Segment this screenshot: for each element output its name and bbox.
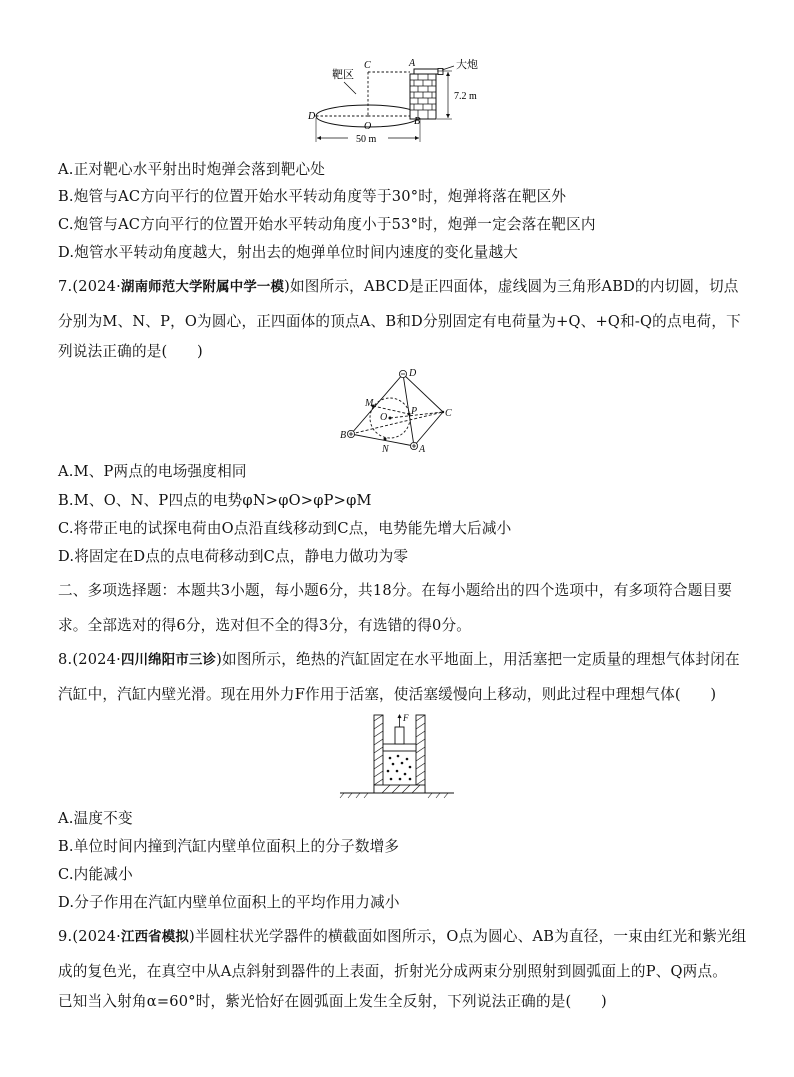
q9-stem-line3: 已知当入射角α=60°时，紫光恰好在圆弧面上发生全反射，下列说法正确的是( )	[58, 993, 607, 1010]
q7-stem-text1: )如图所示，ABCD是正四面体，虚线圆为三角形ABD的内切圆，切点	[284, 278, 739, 295]
edge-BC	[351, 412, 443, 434]
point-O: O	[364, 121, 372, 132]
label-A: A	[419, 444, 426, 455]
q8-stem-line2: 汽缸中，汽缸内壁光滑。现在用外力F作用于活塞，使活塞缓慢向上移动，则此过程中理想气体( )	[58, 686, 717, 703]
piston	[383, 744, 416, 751]
point-D: D	[308, 111, 316, 122]
q7-stem-line3: 列说法正确的是( )	[58, 343, 203, 360]
point-A: A	[409, 58, 416, 69]
q9-stem-line2: 成的复色光，在真空中从A点斜射到器件的上表面，折射光分成两束分别照射到圆弧面上的P、Q两点。	[58, 963, 728, 980]
section2-line1: 二、多项选择题：本题共3小题，每小题6分，共18分。在每小题给出的四个选项中，有多项符合题目要	[58, 582, 733, 599]
q7-stem-line2: 分别为M、N、P，O为圆心，正四面体的顶点A、B和D分别固定有电荷量为+Q、+Q和-Q的点电荷，下	[58, 313, 741, 330]
label-D: D	[409, 368, 417, 379]
label-cannon: 大炮	[456, 59, 478, 71]
label-B: B	[340, 430, 347, 441]
label-leader	[344, 82, 356, 94]
label-O: O	[380, 412, 388, 423]
edge-DB	[351, 374, 403, 434]
q6-option-a: A.正对靶心水平射出时炮弹会落到靶心处	[58, 161, 326, 178]
point-C: C	[364, 60, 371, 71]
label-M: M	[365, 398, 374, 409]
label-target-area: 靶区	[332, 69, 354, 81]
q8-stem-line1	[58, 648, 740, 669]
q6-option-b: B.炮管与AC方向平行的位置开始水平转动角度等于30°时，炮弹将落在靶区外	[58, 188, 567, 205]
label-P: P	[411, 406, 418, 417]
q9-prefix: 9.(2024·	[58, 928, 121, 945]
q7-stem-line1	[58, 275, 739, 296]
label-C: C	[445, 408, 452, 419]
cannon-leader	[442, 66, 454, 70]
q7-option-a: A.M、P两点的电场强度相同	[58, 463, 247, 480]
q8-option-a: A.温度不变	[58, 810, 133, 827]
q9-source: 江西省模拟	[121, 930, 189, 945]
q7-prefix: 7.(2024·	[58, 278, 121, 295]
q8-prefix: 8.(2024·	[58, 651, 121, 668]
q7-option-d: D.将固定在D点的点电荷移动到C点，静电力做功为零	[58, 548, 409, 565]
edge-AC	[414, 412, 443, 446]
q7-option-c: C.将带正电的试探电荷由O点沿直线移动到C点，电势能先增大后减小	[58, 520, 512, 537]
point-C-dot	[442, 411, 444, 413]
edge-DC	[403, 374, 443, 412]
gas-molecules	[387, 755, 412, 781]
label-N: N	[382, 444, 389, 455]
label-height: 7.2 m	[454, 91, 477, 102]
q8-option-c: C.内能减小	[58, 866, 133, 883]
segment-MP	[373, 406, 409, 414]
figure-tetrahedron	[335, 364, 465, 456]
label-width: 50 m	[356, 134, 377, 145]
section2-line2: 求。全部选对的得6分，选对但不全的得3分，有选错的得0分。	[58, 617, 472, 634]
q8-option-d: D.分子作用在汽缸内壁单位面积上的平均作用力减小	[58, 894, 400, 911]
piston-rod	[395, 727, 404, 744]
q7-source: 湖南师范大学附属中学一模	[121, 280, 285, 295]
label-F: F	[403, 713, 409, 723]
cannon	[414, 69, 443, 75]
q9-stem-line1	[58, 925, 746, 946]
point-O-dot	[389, 417, 392, 420]
point-B: B	[414, 116, 421, 127]
q7-option-b: B.M、O、N、P四点的电势φN>φO>φP>φM	[58, 492, 372, 509]
q8-source: 四川绵阳市三诊	[121, 653, 217, 668]
q9-stem-text1: )半圆柱状光学器件的横截面如图所示，O点为圆心、AB为直径，一束由红光和紫光组	[188, 928, 747, 945]
q8-stem-text1: )如图所示，绝热的汽缸固定在水平地面上，用活塞把一定质量的理想气体封闭在	[216, 651, 740, 668]
point-N-dot	[384, 438, 387, 441]
figure-cannon-target	[300, 54, 500, 150]
q6-option-c: C.炮管与AC方向平行的位置开始水平转动角度小于53°时，炮弹一定会落在靶区内	[58, 216, 596, 233]
q8-option-b: B.单位时间内撞到汽缸内壁单位面积上的分子数增多	[58, 838, 400, 855]
q6-option-d: D.炮管水平转动角度越大，射出去的炮弹单位时间内速度的变化量越大	[58, 244, 519, 261]
brick-tower	[410, 74, 436, 119]
figure-cylinder-piston	[338, 711, 456, 799]
